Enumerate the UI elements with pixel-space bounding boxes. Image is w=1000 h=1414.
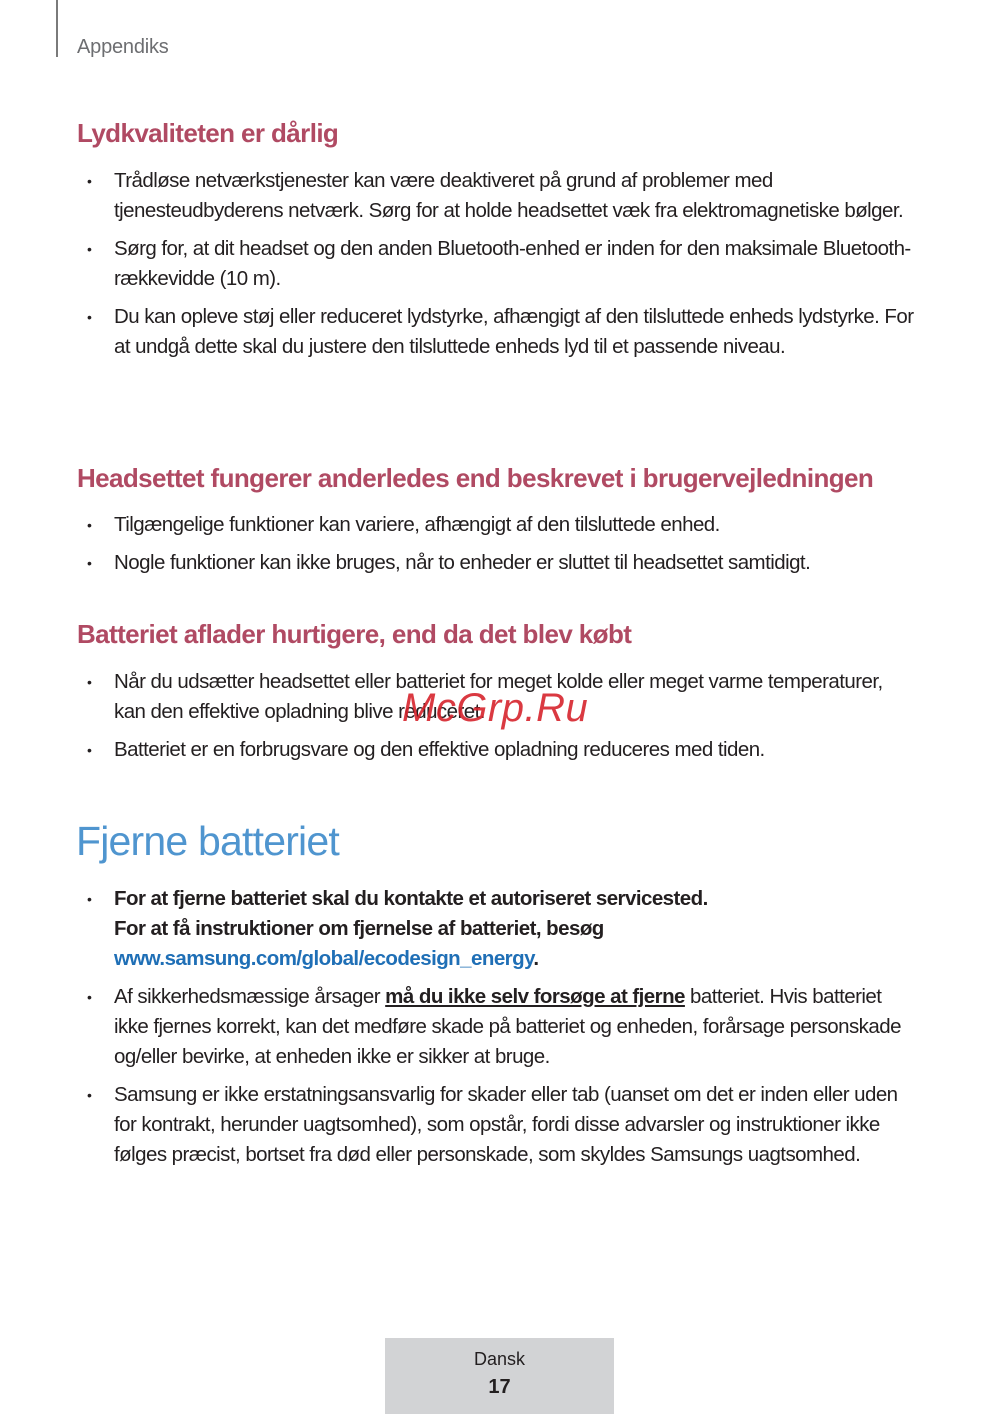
bullet-icon: • <box>87 309 92 325</box>
list-item: • Samsung er ikke erstatningsansvarlig for skader eller tab (uanset om det er inden eller uden for kontrakt, herunder uagtsomhed), som opstår, fordi disse advarsler og instruktioner ikke følges præcist, bortset fra død eller personskade, som skyldes Samsungs uagtsomhed. <box>86 1080 916 1170</box>
list-item: • Når du udsætter headsettet eller batteriet for meget kolde eller meget varme temperaturer, kan den effektive opladning blive reduceret. <box>86 667 916 727</box>
emphasized-warning: må du ikke selv forsøge at fjerne <box>385 985 685 1008</box>
battery-drain-list <box>86 667 916 773</box>
page-footer <box>385 1338 614 1414</box>
heading-headset-behaves-differently: Headsettet fungerer anderledes end beskrevet i brugervejledningen <box>77 463 874 493</box>
heading-sound-quality: Lydkvaliteten er dårlig <box>77 118 339 148</box>
list-item: • Du kan opleve støj eller reduceret lydstyrke, afhængigt af den tilsluttede enheds lydstyrke. For at undgå dette skal du justere den tilsluttede enheds lyd til et passende niveau. <box>86 302 916 362</box>
heading-remove-battery: Fjerne batteriet <box>76 818 339 864</box>
list-item: • Sørg for, at dit headset og den anden Bluetooth-enhed er inden for den maksimale Bluetooth-rækkevidde (10 m). <box>86 234 916 294</box>
footer-language: Dansk <box>473 1349 526 1369</box>
section-label: Appendiks <box>77 36 169 58</box>
list-item: • Batteriet er en forbrugsvare og den effektive opladning reduceres med tiden. <box>86 735 916 765</box>
watermark: McGrp.Ru <box>402 686 589 730</box>
bullet-icon: • <box>87 674 92 690</box>
ecodesign-link[interactable]: www.samsung.com/global/ecodesign_energy <box>114 947 534 970</box>
heading-battery-drains-faster: Batteriet aflader hurtigere, end da det blev købt <box>77 619 632 649</box>
list-item: • Tilgængelige funktioner kan variere, afhængigt af den tilsluttede enhed. <box>86 510 916 540</box>
headset-behavior-list <box>86 510 916 586</box>
bullet-icon: • <box>87 1087 92 1103</box>
header-divider-line <box>56 0 58 57</box>
list-item: • Trådløse netværkstjenester kan være deaktiveret på grund af problemer med tjenesteudbyderens netværk. Sørg for at holde headsettet væk fra elektromagnetiske bølger. <box>86 166 916 226</box>
bullet-icon: • <box>87 989 92 1005</box>
list-item: • Af sikkerhedsmæssige årsager må du ikke selv forsøge at fjerne batteriet. Hvis batteriet ikke fjernes korrekt, kan det medføre skade på batteriet og enheden, forårsage personskade og/eller bevirke, at enheden ikke er sikker at bruge. <box>86 982 916 1072</box>
sound-quality-list <box>86 166 916 370</box>
bullet-icon: • <box>87 742 92 758</box>
list-item: • Nogle funktioner kan ikke bruges, når to enheder er sluttet til headsettet samtidigt. <box>86 548 916 578</box>
bullet-icon: • <box>87 241 92 257</box>
bullet-icon: • <box>87 891 92 907</box>
list-item: • For at fjerne batteriet skal du kontakte et autoriseret servicested. For at få instruktioner om fjernelse af batteriet, besøg www.samsung.com/global/ecodesign_energy. <box>86 884 916 974</box>
bullet-icon: • <box>87 517 92 533</box>
bullet-icon: • <box>87 555 92 571</box>
remove-battery-list <box>86 884 916 1178</box>
page-number: 17 <box>488 1376 511 1398</box>
bullet-icon: • <box>87 173 92 189</box>
